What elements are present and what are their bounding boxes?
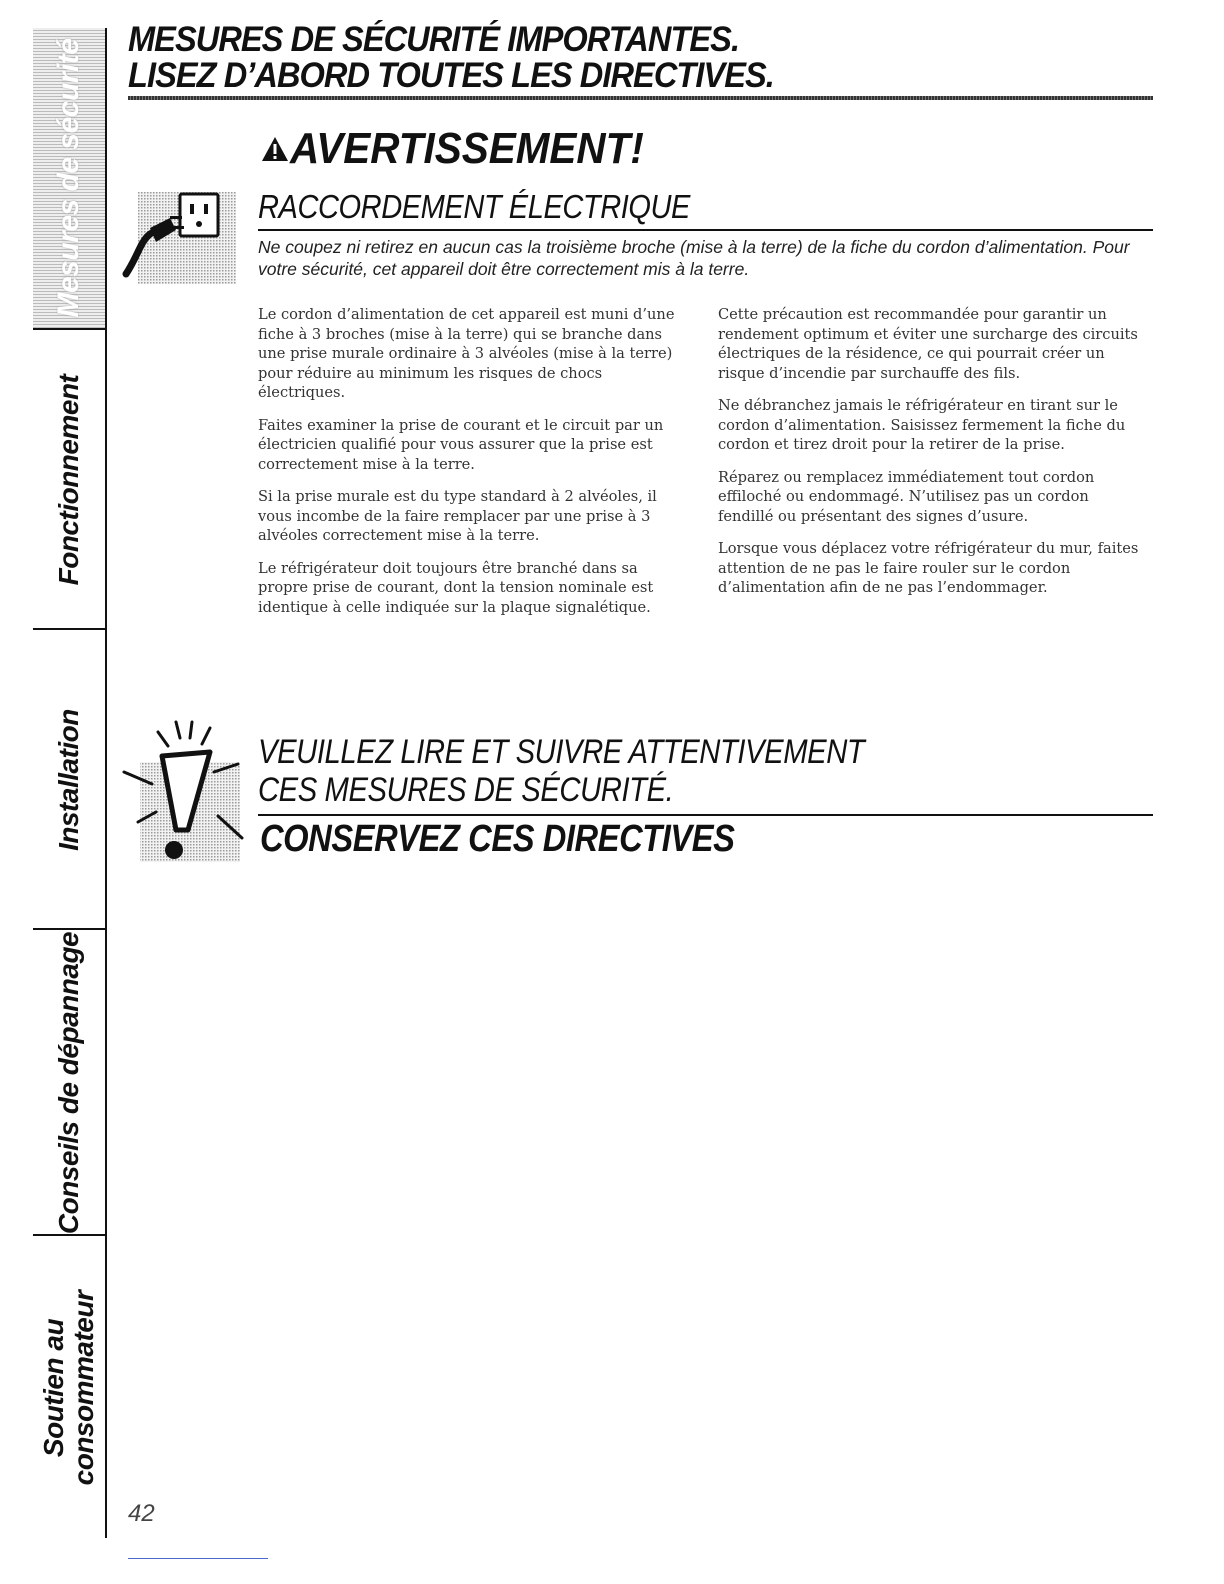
exclamation-alert-icon: [118, 712, 248, 868]
read-line2: CES MESURES DE SÉCURITÉ.: [258, 771, 674, 809]
tab-installation[interactable]: [33, 628, 105, 930]
tab-fonctionnement[interactable]: [33, 328, 105, 630]
paragraph: Ne débranchez jamais le réfrigérateur en tirant sur le cordon d’alimentation. Saisissez fermement la fiche du cordon et tirez droit pour la retirer de la prise.: [718, 397, 1126, 453]
paragraph: Lorsque vous déplacez votre réfrigérateur du mur, faites attention de ne pas le faire rouler sur le cordon d’alimentation afin de ne pas l’endommager.: [718, 540, 1139, 596]
section-divider: [258, 229, 1153, 231]
right-column: [718, 305, 1148, 611]
tab-label-line1: Soutien au: [38, 1318, 69, 1458]
tab-label: [39, 1291, 99, 1486]
keep-instructions: CONSERVEZ CES DIRECTIVES: [260, 818, 735, 860]
page-header: [128, 22, 1081, 94]
paragraph: Cette précaution est recommandée pour garantir un rendement optimum et éviter une surcharge des circuits électriques de la résidence, ce qui pourrait créer un risque d’incendie par surchauffe des fils.: [718, 306, 1138, 382]
closing-divider: [258, 814, 1153, 816]
footer-rule: [128, 1558, 268, 1559]
tab-mesures-de-securite[interactable]: [33, 28, 105, 328]
tab-label: Mesures de sécurité: [52, 38, 85, 318]
read-instructions-title: [258, 733, 864, 809]
header-divider: [128, 96, 1153, 100]
plug-outlet-icon: [120, 186, 240, 288]
section-lead: Ne coupez ni retirez en aucun cas la troisième broche (mise à la terre) de la fiche du cordon d’alimentation. Pour votre sécurité, cet appareil doit être correctement mis à la terre.: [258, 237, 1130, 279]
tab-label: Fonctionnement: [53, 374, 84, 586]
page-number: 42: [128, 1500, 155, 1527]
warning-triangle-icon: [260, 134, 290, 164]
paragraph: Faites examiner la prise de courant et le circuit par un électricien qualifié pour vous assurer que la prise est correctement mise à la terre.: [258, 416, 664, 473]
left-column: [258, 305, 688, 630]
paragraph: Réparez ou remplacez immédiatement tout cordon effiloché ou endommagé. N’utilisez pas un cordon fendillé ou présentant des signes d’usure.: [718, 468, 1095, 525]
section-title: RACCORDEMENT ÉLECTRIQUE: [258, 188, 690, 225]
header-line1: MESURES DE SÉCURITÉ IMPORTANTES.: [128, 20, 740, 59]
header-line2: LISEZ D’ABORD TOUTES LES DIRECTIVES.: [128, 56, 774, 95]
tab-label: Installation: [53, 709, 84, 851]
tab-label-line2: consommateur: [68, 1290, 99, 1486]
tab-soutien-au-consommateur[interactable]: [33, 1234, 105, 1540]
paragraph: Si la prise murale est du type standard à 2 alvéoles, il vous incombe de la faire remplacer par une prise à 3 alvéoles correctement mise à la terre.: [258, 488, 657, 544]
read-line1: VEUILLEZ LIRE ET SUIVRE ATTENTIVEMENT: [258, 733, 865, 771]
tab-conseils-de-depannage[interactable]: [33, 928, 105, 1236]
paragraph: Le réfrigérateur doit toujours être branché dans sa propre prise de courant, dont la tension nominale est identique à celle indiquée sur la plaque signalétique.: [258, 559, 654, 616]
tab-label: Conseils de dépannage: [53, 931, 84, 1235]
section-tabs: [33, 28, 107, 1538]
warning-title: AVERTISSEMENT!: [290, 124, 644, 173]
paragraph: Le cordon d’alimentation de cet appareil est muni d’une fiche à 3 broches (mise à la terre) qui se branche dans une prise murale ordinaire à 3 alvéoles (mise à la terre) pour réduire au minimum les risques de chocs électriques.: [258, 306, 675, 401]
warning-heading: [260, 124, 675, 174]
